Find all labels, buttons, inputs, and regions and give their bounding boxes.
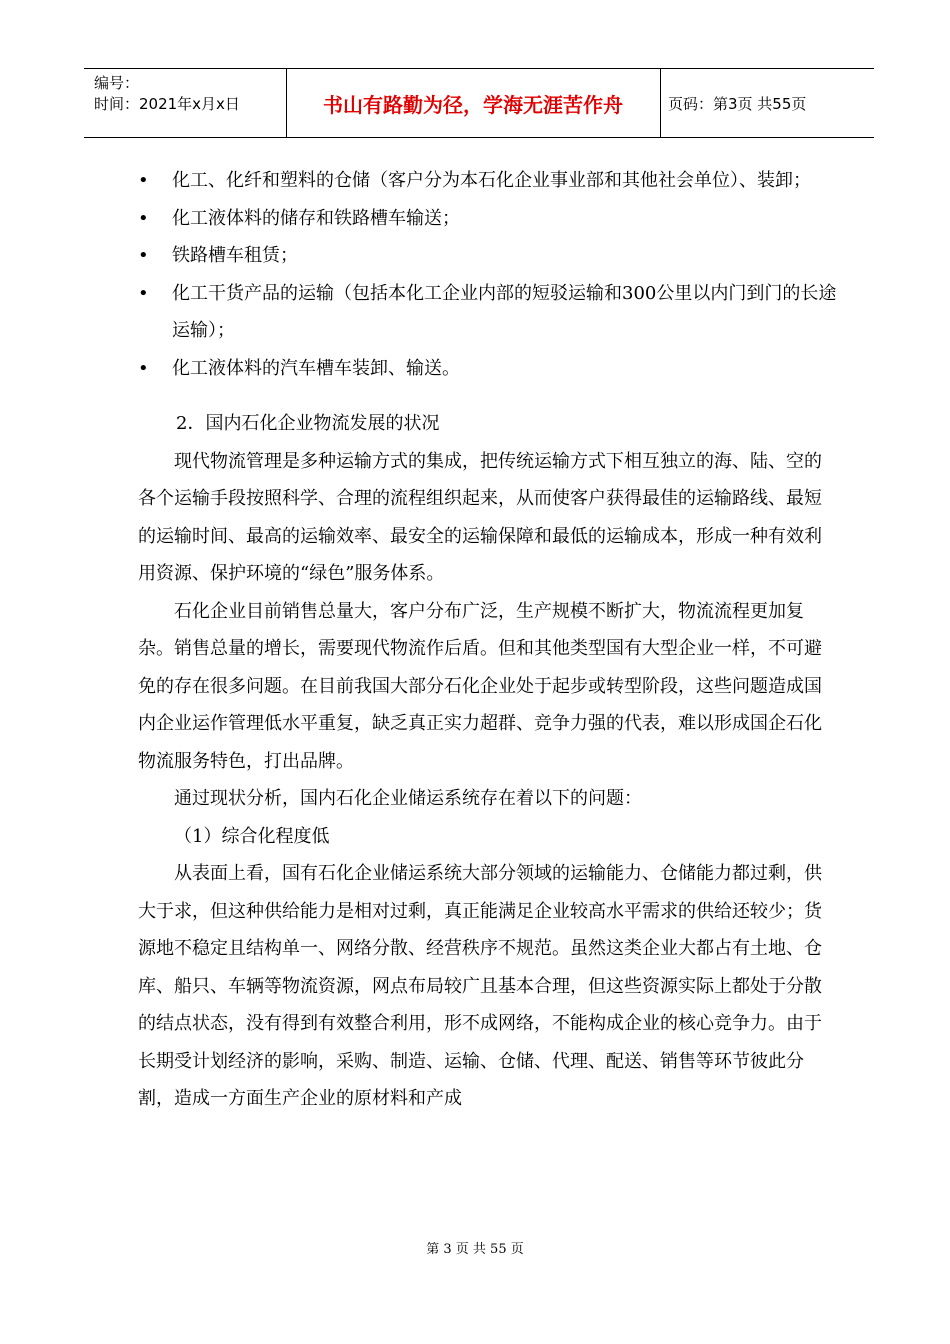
bullet-text: 铁路槽车租赁； <box>172 245 298 266</box>
paragraph: 通过现状分析，国内石化企业储运系统存在着以下的问题： <box>174 788 642 809</box>
header-meta <box>94 73 240 115</box>
bullet-dot: • <box>138 245 149 266</box>
header-motto: 书山有路勤为径，学海无涯苦作舟 <box>323 92 623 117</box>
header-divider-right <box>660 69 661 137</box>
bullet-text: 化工干货产品的运输（包括本化工企业内部的短驳运输和300公里以内门到门的长途运输）； <box>172 282 837 341</box>
bullet-dot: • <box>138 207 149 229</box>
bullet-dot: • <box>138 357 149 379</box>
time-label: 时间：2021年x月x日 <box>94 95 240 113</box>
bullet-dot: • <box>138 170 149 191</box>
number-label: 编号： <box>94 74 140 92</box>
bullet-item <box>138 200 838 238</box>
page-footer: 第 3 页 共 55 页 <box>426 1242 524 1257</box>
paragraph: 石化企业目前销售总量大，客户分布广泛，生产规模不断扩大，物流流程更加复杂。销售总量的增长，需要现代物流作后盾。但和其他类型国有大型企业一样，不可避免的存在很多问题。在目前我国大部分石化企业处于起步或转型阶段，这些问题造成国内企业运作管理低水平重复，缺乏真正实力超群、竞争力强的代表，难以形成国企石化物流服务特色，打出品牌。 <box>138 600 822 772</box>
bullet-item <box>138 275 838 350</box>
subheading: （1）综合化程度低 <box>174 825 330 847</box>
bullet-item <box>138 237 838 275</box>
bullet-dot: • <box>138 282 149 304</box>
section-title: 2．国内石化企业物流发展的状况 <box>176 413 440 434</box>
bullet-text: 化工液体料的储存和铁路槽车输送； <box>172 207 460 229</box>
page-header <box>84 68 874 138</box>
paragraph: 从表面上看，国有石化企业储运系统大部分领域的运输能力、仓储能力都过剩，供大于求，但这种供给能力是相对过剩，真正能满足企业较高水平需求的供给还较少；货源地不稳定且结构单一、网络分散、经营秩序不规范。虽然这类企业大都占有土地、仓库、船只、车辆等物流资源，网点布局较广且基本合理，但这些资源实际上都处于分散的结点状态，没有得到有效整合利用，形不成网络，不能构成企业的核心竞争力。由于长期受计划经济的影响，采购、制造、运输、仓储、代理、配送、销售等环节彼此分割，造成一方面生产企业的原材料和产成 <box>138 863 822 1109</box>
document-body <box>138 162 838 1118</box>
bullet-item <box>138 350 838 388</box>
bullet-item <box>138 162 838 200</box>
bullet-text: 化工液体料的汽车槽车装卸、输送。 <box>172 357 460 379</box>
header-page-label: 页码：第3页 共55页 <box>668 94 807 113</box>
paragraph: 现代物流管理是多种运输方式的集成，把传统运输方式下相互独立的海、陆、空的各个运输手段按照科学、合理的流程组织起来，从而使客户获得最佳的运输路线、最短的运输时间、最高的运输效率、最安全的运输保障和最低的运输成本，形成一种有效利用资源、保护环境的“绿色”服务体系。 <box>138 450 822 584</box>
bullet-text: 化工、化纤和塑料的仓储（客户分为本石化企业事业部和其他社会单位）、装卸； <box>172 170 811 191</box>
